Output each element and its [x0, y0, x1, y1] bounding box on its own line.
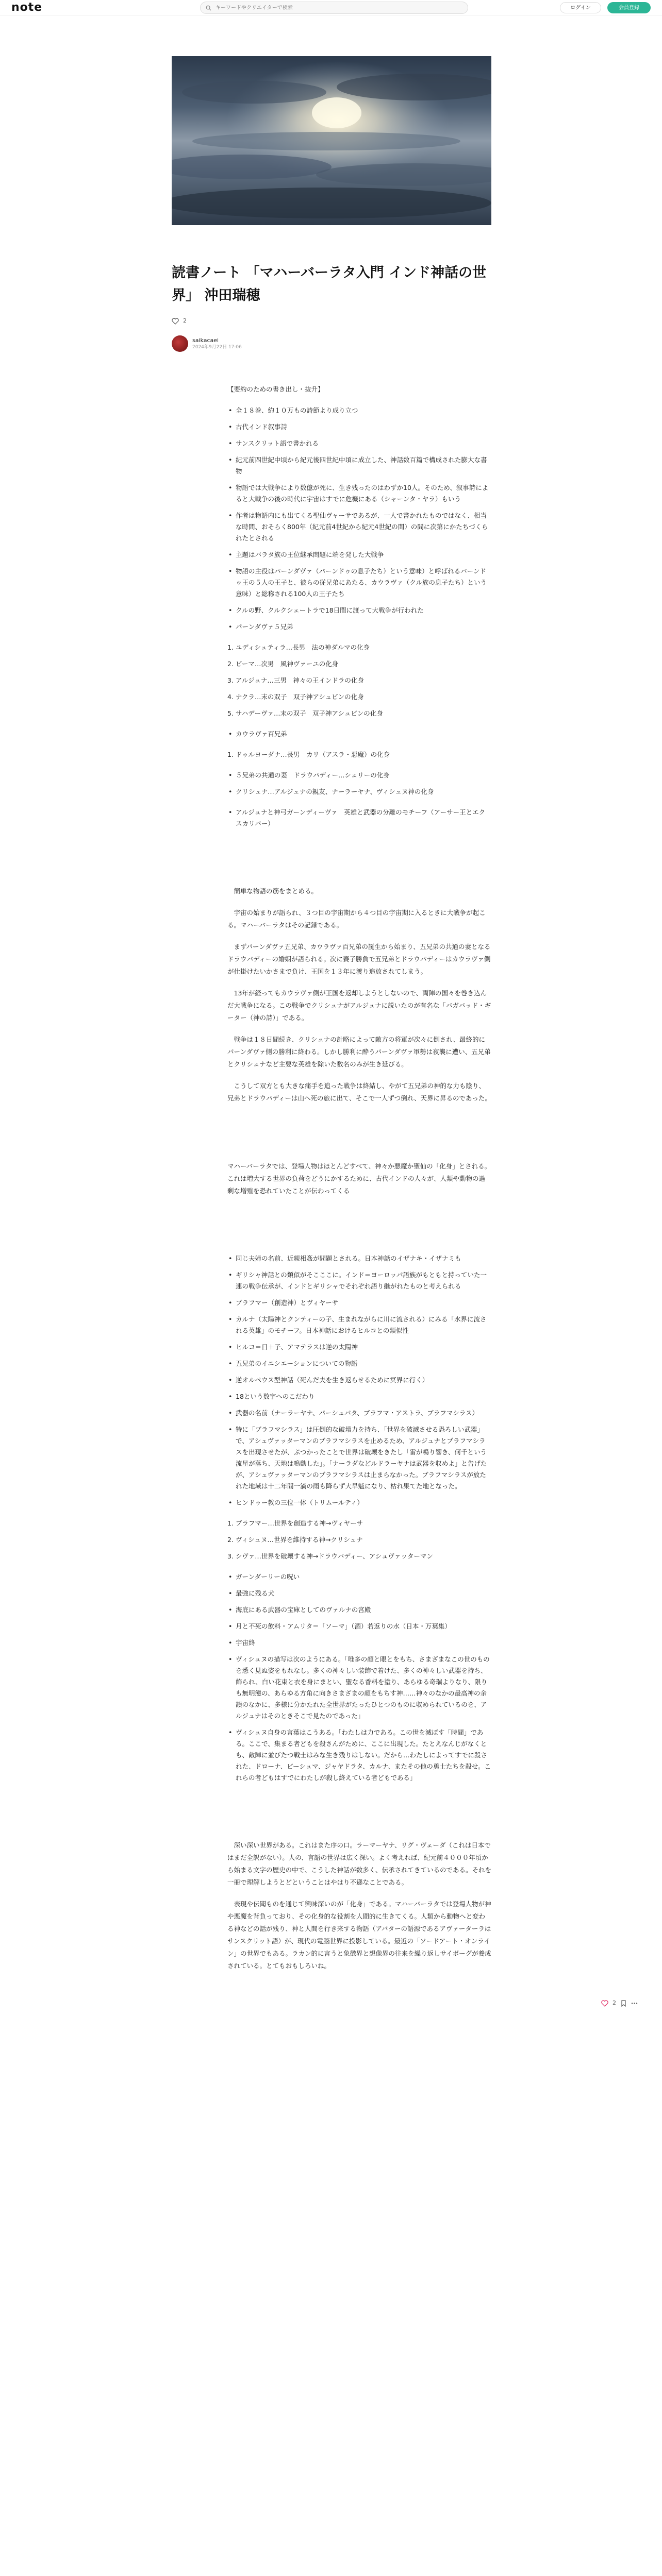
list-item: • 18という数字へのこだわり: [227, 1391, 491, 1402]
list-item: • 物語では大戦争により数億が死に、生き残ったのはわずか10人。そのため、叙事詩によると大戦争の後の時代に宇宙はすでに危機にある（シャーンタ・ヤラ）もいう: [227, 482, 491, 505]
list-item: • カウラヴァ百兄弟: [227, 728, 491, 740]
list-item: • 紀元前四世紀中頃から紀元後四世紀中頃に成立した、神話数百篇で構成された膨大な書物: [227, 454, 491, 477]
list-item: • 海底にある武器の宝庫としてのヴァルナの宮殿: [227, 1604, 491, 1616]
side-actions: [601, 1999, 638, 2007]
author-block[interactable]: [172, 335, 242, 352]
list-item: 2. ビーマ…次男 風神ヴァーユの化身: [227, 660, 339, 668]
heart-icon[interactable]: [601, 2000, 608, 2007]
like-count: 2: [183, 317, 187, 324]
facts-list: [227, 405, 491, 633]
cloud-sky-image: [172, 56, 491, 225]
list-item: • ヒルコ＝日＋子、アマテラスは逆の太陽神: [227, 1342, 491, 1353]
pandava-list: [227, 642, 491, 719]
list-item: • 古代インド叙事詩: [227, 421, 491, 433]
list-item: • 特に「ブラフマシラス」は圧倒的な破壊力を持ち、「世界を破滅させる恐ろしい武器」で、アシュヴァッターマンのブラフマシラスを止めるため、アルジュナとブラフマシラスを出現させたが、ぶつかったことで世界は破壊をきたし「雷が鳴り響き、何千という流星が落ち、天地は鳴動した」。「ナーラダなどルドラーヤナは武器を収めよ」と告げたが、アシュヴァッターマンのブラフマシラスは止まらなかった。ブラフマシラスが放たれた地域は十二年間一滴の雨も降らず大旱魃になり、枯れ果てた地となった。: [227, 1424, 491, 1492]
list-item: 5. サハデーヴァ…末の双子 双子神アシュビンの化身: [227, 709, 383, 717]
list-item: 4. ナクラ…末の双子 双子神アシュビンの化身: [227, 693, 364, 701]
list-item: • ガーンダーリーの呪い: [227, 1571, 491, 1583]
list-item: 1. ユディシュティラ…長男 法の神ダルマの化身: [227, 643, 370, 651]
search-box[interactable]: [200, 2, 468, 14]
list-item: • カルナ（太陽神とクンティーの子、生まれながらに川に流される）にみる「水界に流される英雄」のモチーフ。日本神話におけるヒルコとの類似性: [227, 1314, 491, 1336]
wives-list: [227, 770, 491, 798]
list-item: • パーンダヴァ５兄弟: [227, 621, 491, 633]
publish-date: 2024年9月22日 17:06: [192, 345, 242, 350]
list-item: • ブラフマー（創造神）とヴィヤーサ: [227, 1297, 491, 1309]
paragraph: 表現や伝聞ものを通じて興味深いのが「化身」である。マハーバーラタでは登場人物が神や悪魔を背負っており、その化身的な役割を人間的に生きてくる。人類から動物へと変わる神などの話が残り、神と人間を行き来する物語（アバターの語源であるアヴァーターラはサンスクリット語）が、現代の電脳世界に投影している。最近の「ソードアート・オンライン」の世界でもある。ラカン的に言うと象徴界と想像界の往来を繰り返しサイボーグが養成されている。とてもおもしろいね。: [227, 1900, 491, 1970]
search-input[interactable]: [216, 5, 463, 11]
like-row: [172, 316, 187, 326]
list-item: • 主題はバラタ族の王位継承問題に端を発した大戦争: [227, 549, 491, 561]
list-item: 1. ドゥルヨーダナ…長男 カリ（アスラ・悪魔）の化身: [227, 751, 390, 758]
signup-button[interactable]: 会員登録: [607, 2, 651, 13]
paragraph: マハーバーラタでは、登場人物はほとんどすべて、神々か悪魔か聖仙の「化身」とされる。これは増大する世界の負荷をどうにかするために、古代インドの人々が、人類や動物の過剰な増殖を恐れていたことが伝わってくる: [227, 1162, 491, 1195]
list-item: • ギリシャ神話との類似がそこここに。インド＝ヨーロッパ語族がもともと持っていた一連の戦争伝承が、インドとギリシャでそれぞれ語り継がれたものと考えられる: [227, 1269, 491, 1292]
side-like-count: 2: [613, 1999, 616, 2006]
list-item: • 月と不死の飲料・アムリタ＝「ソーマ」（酒）若返りの水（日本・万葉集）: [227, 1621, 491, 1632]
list-item: • 同じ夫婦の名前、近親相姦が問題とされる。日本神話のイザナキ・イザナミも: [227, 1253, 491, 1264]
kaurava-list: [227, 749, 491, 760]
hero-image: [172, 56, 491, 225]
list-item: 2. ヴィシュヌ…世界を維持する神→クリシュナ: [227, 1536, 363, 1544]
note-logo[interactable]: note: [11, 1, 43, 14]
misc-list: [227, 1571, 491, 1784]
paragraph: 宇宙の始まりが語られ、３つ目の宇宙期から４つ目の宇宙期に入るときに大戦争が起こる。マハーバーラタはその記録である。: [227, 909, 486, 929]
paragraph: まずパーンダヴァ五兄弟、カウラヴァ百兄弟の誕生から始まり、五兄弟の共通の妻となるドラウパディーの婚姻が語られる。次に賽子勝負で五兄弟とドラウパディーはカウラヴァ側が仕掛けたいかさまで負け、王国を１３年に渡り追放されてしまう。: [227, 943, 491, 975]
author-name[interactable]: saikacaei: [192, 337, 219, 344]
list-item: • ヒンドゥー教の三位一体（トリムールティ）: [227, 1497, 491, 1509]
kaurava-heading-list: [227, 728, 491, 740]
list-item: • 逆オルペウス型神話（死んだ夫を生き返らせるために冥界に行く）: [227, 1375, 491, 1386]
list-item: • アルジュナと神弓ガーンディーヴァ 英雄と武器の分離のモチーフ（アーサー王とエクスカリバー）: [227, 807, 491, 829]
motif-list: [227, 807, 491, 829]
notes-list: [227, 1253, 491, 1509]
paragraph: こうして双方とも大きな痛手を追った戦争は終結し、やがて五兄弟の神的な力も陰り、兄弟とドラウパディーは山へ死の旅に出て、そこで一人ずつ倒れ、天界に昇るのであった。: [227, 1082, 491, 1102]
list-item: • 宇宙終: [227, 1637, 491, 1649]
bookmark-icon[interactable]: [620, 2000, 627, 2007]
list-item: 3. アルジュナ…三男 神々の王インドラの化身: [227, 676, 364, 684]
login-button[interactable]: ログイン: [560, 2, 601, 13]
list-item: 3. シヴァ…世界を破壊する神→ドラウパディー、アシュヴァッターマン: [227, 1552, 433, 1560]
paragraph: 簡単な物語の筋をまとめる。: [234, 887, 318, 895]
list-item: • サンスクリット語で書かれる: [227, 438, 491, 449]
paragraph: 戦争は１８日間続き、クリシュナの計略によって敵方の将軍が次々に倒され、最終的にパーンダヴァ側の勝利に終わる。しかし勝利に酔うパーンダヴァ軍勢は夜襲に遭い、五兄弟とクリシュナなど主要な英雄を除いた数名のみが生き延びる。: [227, 1036, 491, 1068]
list-item: • 全１８巻、約１０万もの詩節より成り立つ: [227, 405, 491, 416]
list-item: • 物語の主役はパーンダヴァ（パーンドゥの息子たち）という意味）と呼ばれるパーンドゥ王の５人の王子と、彼らの従兄弟にあたる、カウラヴァ（クル族の息子たち）という意味）と総称される100人の王子たち: [227, 566, 491, 600]
list-item: • クルの野、クルクシェートラで18日間に渡って大戦争が行われた: [227, 605, 491, 616]
search-icon: [206, 5, 211, 11]
list-item: • クリシュナ…アルジュナの親友、ナーラーヤナ、ヴィシュヌ神の化身: [227, 786, 491, 798]
heart-icon[interactable]: [172, 318, 179, 325]
site-header: [0, 0, 662, 15]
article-body: [227, 383, 491, 1981]
list-item: • 最強に残る犬: [227, 1588, 491, 1599]
list-item: • 作者は物語内にも出てくる聖仙ヴャーサであるが、一人で書かれたものではなく、相当な時間、おそらく800年（紀元前4世紀から紀元4世紀の間）の間に次第にかたちづくられたとされる: [227, 510, 491, 544]
list-item: • ５兄弟の共通の妻 ドラウパディー…シュリーの化身: [227, 770, 491, 781]
article-title: 読書ノート 「マハーバーラタ入門 インド神話の世界」 沖田瑞穂: [172, 265, 487, 303]
trimurti-list: [227, 1518, 491, 1562]
list-item: • ヴィシュヌ自身の言葉はこうある。「わたしは力である。この世を滅ぼす「時間」である。ここで、集まる者どもを殺さんがために、ここに出現した。たとえなんじがなくとも、敵陣に並びたつ戦士はみな生き残りはしない。だから…わたしによってすでに殺された、ドローナ、ビーシュマ、ジャヤドラタ、カルナ、またその他の勇士たちを殺せ。これらの者どもはすでにわたしが殺し終えている者どもである」: [227, 1727, 491, 1784]
avatar[interactable]: [172, 335, 188, 352]
more-icon[interactable]: [631, 2000, 638, 2007]
list-item: • ヴィシュヌの描写は次のようにある。「唯多の顔と眼とをもち、さまざまなこの世のものを悉く見ぬ姿をもれなし。多くの神々しい装飾で着けた、多くの神々しい武器を持ち、飾られ、白い花束と衣を身にまとい、聖なる香料を塗り、あらゆる奇瑞よりなり、限りも無明態の、あらゆる方角に向きさまざまの顔をもちす神……神々のなかの最高神の余韻のなかに、多様に分かたれた全世界がたったひとつのものに収められているのを、アルジュナはそのときそこで見たのであった」: [227, 1654, 491, 1722]
paragraph: 深い深い世界がある。これはまた序の口。ラーマーヤナ、リグ・ヴェーダ（これは日本ではまだ全訳がない）。人の、言語の世界は広く深い。よく考えれば、紀元前４０００年頃から始まる文字の歴史の中で、こうした神話が数多く、伝承されてきているのである。それを一冊で理解しようとどということはやはり不遜なことである。: [227, 1841, 492, 1886]
list-item: 1. ブラフマー…世界を創造する神→ヴィヤーサ: [227, 1519, 363, 1527]
list-item: • 武器の名前（ナーラーヤナ、パーシュパタ、ブラフマ・アストラ、ブラフマシラス）: [227, 1408, 491, 1419]
list-item: • 五兄弟のイニシエーションについての物語: [227, 1358, 491, 1369]
section-heading: 【要約のための書き出し・抜升】: [227, 385, 324, 393]
paragraph: 13年が経ってもカウラヴァ側が王国を返却しようとしないので、両陣の国々を巻き込んだ大戦争になる。この戦争でクリシュナがアルジュナに説いたのが有名な「バガバッド・ギーター（神の詩）」である。: [227, 989, 491, 1022]
